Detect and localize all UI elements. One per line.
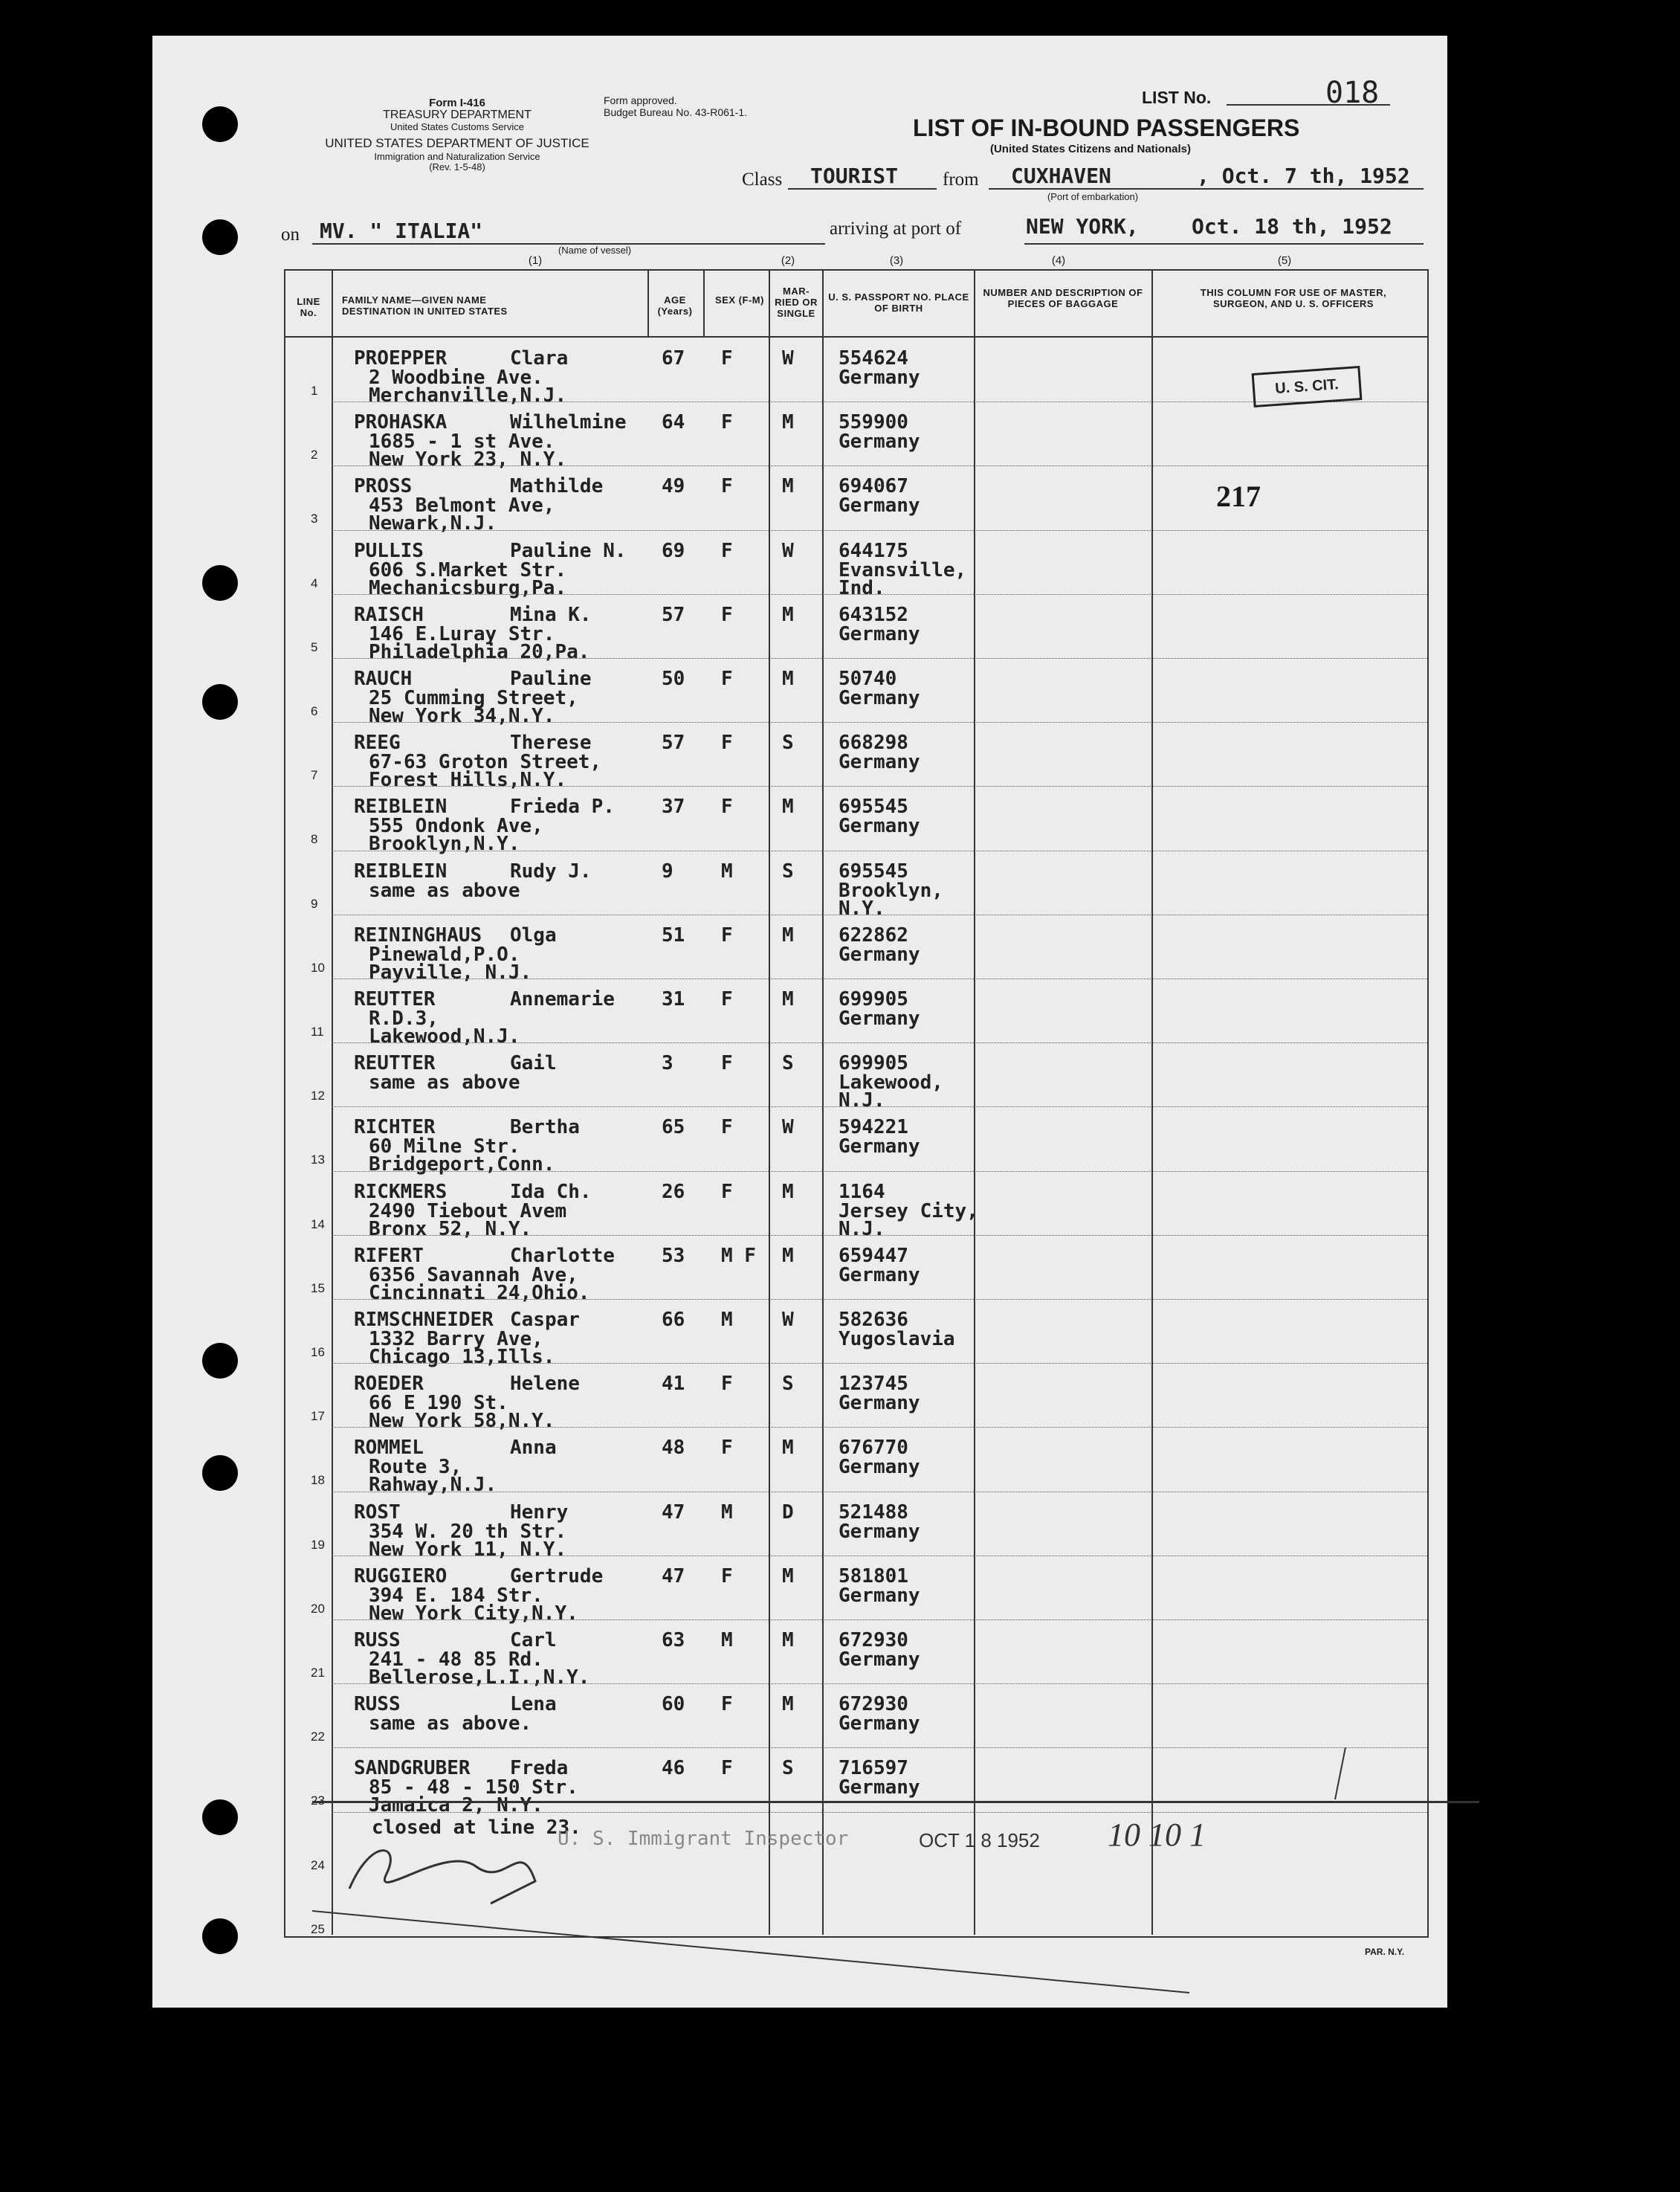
passenger-surname: RUSS xyxy=(354,1629,401,1651)
place-of-birth: Germany xyxy=(839,1263,920,1286)
destination-line-1: same as above. xyxy=(369,1712,532,1735)
passenger-surname: RIMSCHNEIDER xyxy=(354,1309,494,1331)
passenger-age: 53 xyxy=(662,1244,685,1267)
inspector-signature xyxy=(349,1851,535,1904)
inspector-stamp: U. S. Immigrant Inspector xyxy=(558,1828,849,1850)
passenger-given-name: Frieda P. xyxy=(510,796,615,819)
passenger-age: 48 xyxy=(662,1437,685,1460)
passenger-given-name: Gertrude xyxy=(510,1564,604,1587)
passenger-sex: F xyxy=(721,1757,733,1780)
passenger-given-name: Olga xyxy=(510,923,557,947)
passenger-sex: F xyxy=(721,539,733,562)
passenger-given-name: Clara xyxy=(510,347,569,370)
marital-status: M xyxy=(782,988,794,1010)
destination-line-1: 606 S.Market Str. xyxy=(369,558,567,581)
passenger-given-name: Rudy J. xyxy=(510,860,592,883)
passenger-sex: F xyxy=(721,668,733,690)
line-number: 11 xyxy=(311,1025,324,1039)
passenger-surname: SANDGRUBER xyxy=(354,1757,471,1780)
column-number: (4) xyxy=(1051,254,1066,267)
passenger-age: 51 xyxy=(662,923,685,947)
passenger-age: 31 xyxy=(662,988,685,1010)
marital-status: M xyxy=(782,668,794,690)
line-number: 9 xyxy=(311,896,318,911)
place-of-birth-2: N.Y. xyxy=(839,897,885,920)
passenger-surname: RICHTER xyxy=(354,1116,436,1139)
destination-line-2: Lakewood,N.J. xyxy=(369,1025,520,1048)
on-label: on xyxy=(281,225,300,245)
marital-status: W xyxy=(782,1116,794,1139)
destination-line-2: Payville, N.J. xyxy=(369,961,532,984)
class-value: TOURIST xyxy=(810,164,899,188)
list-title: LIST OF IN-BOUND PASSENGERS xyxy=(913,115,1300,141)
passenger-surname: RAISCH xyxy=(354,603,424,626)
passport-number: 582636 xyxy=(839,1309,908,1331)
passenger-age: 41 xyxy=(662,1373,685,1396)
passport-number: 659447 xyxy=(839,1244,908,1267)
passenger-sex: M F xyxy=(721,1244,756,1267)
passenger-sex: F xyxy=(721,475,733,498)
line-number: 22 xyxy=(311,1730,325,1744)
ins-service: Immigration and Naturalization Service xyxy=(374,151,540,162)
vessel-caption: (Name of vessel) xyxy=(558,245,632,256)
header-age: AGE (Years) xyxy=(657,294,693,317)
us-citizen-stamp: U. S. CIT. xyxy=(1252,366,1363,407)
place-of-birth-2: N.J. xyxy=(839,1089,885,1112)
passenger-surname: RICKMERS xyxy=(354,1180,448,1203)
destination-line-2: Rahway,N.J. xyxy=(369,1474,497,1497)
list-no-label: LIST No. xyxy=(1142,88,1212,107)
destination-line-2: New York City,N.Y. xyxy=(369,1602,578,1625)
destination-line-1: same as above xyxy=(369,1071,520,1095)
passenger-age: 26 xyxy=(662,1180,685,1203)
place-of-birth: Germany xyxy=(839,1135,920,1158)
passenger-sex: M xyxy=(721,1629,733,1651)
passenger-age: 9 xyxy=(662,860,673,883)
embarkation-port: CUXHAVEN xyxy=(1011,164,1111,188)
passport-number: 594221 xyxy=(839,1116,908,1139)
marital-status: M xyxy=(782,603,794,626)
passenger-surname: PROSS xyxy=(354,475,413,498)
destination-line-1: 241 - 48 85 Rd. xyxy=(369,1648,543,1671)
treasury-department: TREASURY DEPARTMENT xyxy=(383,109,532,121)
class-label: Class xyxy=(742,170,783,190)
place-of-birth: Germany xyxy=(839,687,920,709)
passenger-surname: REIBLEIN xyxy=(354,796,448,819)
line-number: 25 xyxy=(311,1921,325,1936)
destination-line-1: 67-63 Groton Street, xyxy=(369,751,602,774)
passport-number: 668298 xyxy=(839,732,908,755)
place-of-birth: Germany xyxy=(839,751,920,774)
line-number: 24 xyxy=(311,1857,325,1872)
marital-status: W xyxy=(782,539,794,562)
passport-number: 699905 xyxy=(839,1052,908,1075)
header-line-no: LINE No. xyxy=(297,296,320,318)
passenger-sex: F xyxy=(721,347,733,370)
passenger-sex: M xyxy=(721,1500,733,1524)
passenger-sex: F xyxy=(721,732,733,755)
marital-status: W xyxy=(782,347,794,370)
list-subtitle: (United States Citizens and Nationals) xyxy=(989,143,1192,155)
passport-number: 672930 xyxy=(839,1629,908,1651)
destination-line-1: 2 Woodbine Ave. xyxy=(369,367,543,389)
printer-mark: PAR. N.Y. xyxy=(1365,1947,1405,1957)
place-of-birth: Germany xyxy=(839,1776,920,1799)
passport-number: 695545 xyxy=(839,796,908,819)
passenger-age: 65 xyxy=(662,1116,685,1139)
header-sex: SEX (F-M) xyxy=(715,294,764,306)
destination-line-2: Jamaica 2, N.Y. xyxy=(369,1794,543,1817)
form-number: Form I-416 xyxy=(429,97,485,109)
passenger-given-name: Pauline xyxy=(510,668,592,690)
marital-status: M xyxy=(782,411,794,434)
passenger-sex: M xyxy=(721,860,733,883)
passenger-given-name: Helene xyxy=(510,1373,580,1396)
passenger-given-name: Carl xyxy=(510,1629,557,1651)
marital-status: M xyxy=(782,1693,794,1716)
passenger-surname: REEG xyxy=(354,732,401,755)
destination-line-2: New York 34,N.Y. xyxy=(369,705,555,727)
destination-line-1: 394 E. 184 Str. xyxy=(369,1584,543,1607)
line-number: 15 xyxy=(311,1280,325,1295)
from-label: from xyxy=(943,170,979,190)
place-of-birth-2: N.J. xyxy=(839,1217,885,1240)
destination-line-1: Pinewald,P.O. xyxy=(369,943,520,966)
passenger-age: 3 xyxy=(662,1052,673,1075)
passenger-given-name: Mathilde xyxy=(510,475,604,498)
destination-line-2: Mechanicsburg,Pa. xyxy=(369,576,567,599)
passport-number: 672930 xyxy=(839,1693,908,1716)
passport-number: 644175 xyxy=(839,539,908,562)
passenger-age: 50 xyxy=(662,668,685,690)
department-of-justice: UNITED STATES DEPARTMENT OF JUSTICE xyxy=(325,136,589,150)
passenger-given-name: Annemarie xyxy=(510,988,615,1010)
column-number: (1) xyxy=(528,254,543,267)
line-number: 4 xyxy=(311,576,318,590)
passenger-given-name: Therese xyxy=(510,732,592,755)
marital-status: M xyxy=(782,1564,794,1587)
passenger-surname: REININGHAUS xyxy=(354,923,482,947)
header-baggage: NUMBER AND DESCRIPTION OF PIECES OF BAGGAGE xyxy=(983,287,1143,309)
destination-line-2: Chicago 13,Ills. xyxy=(369,1346,555,1368)
passenger-surname: RIFERT xyxy=(354,1244,424,1267)
destination-line-1: 1332 Barry Ave, xyxy=(369,1328,543,1350)
marital-status: M xyxy=(782,475,794,498)
marital-status: M xyxy=(782,796,794,819)
passenger-given-name: Bertha xyxy=(510,1116,580,1139)
line-number: 7 xyxy=(311,768,318,783)
place-of-birth: Germany xyxy=(839,494,920,518)
destination-line-1: 555 Ondonk Ave, xyxy=(369,815,543,838)
passport-number: 676770 xyxy=(839,1437,908,1460)
header-passport: U. S. PASSPORT NO. PLACE OF BIRTH xyxy=(828,291,969,314)
passport-number: 50740 xyxy=(839,668,897,690)
passenger-sex: F xyxy=(721,1564,733,1587)
passenger-sex: F xyxy=(721,796,733,819)
marital-status: D xyxy=(782,1500,794,1524)
place-of-birth: Germany xyxy=(839,622,920,645)
list-number: 018 xyxy=(1325,76,1380,110)
passenger-age: 47 xyxy=(662,1564,685,1587)
column-number: (5) xyxy=(1277,254,1292,267)
passenger-surname: RAUCH xyxy=(354,668,413,690)
place-of-birth: Yugoslavia xyxy=(839,1328,955,1350)
place-of-birth: Evansville, xyxy=(839,558,967,581)
passenger-sex: F xyxy=(721,1180,733,1203)
passenger-given-name: Ida Ch. xyxy=(510,1180,592,1203)
passenger-given-name: Lena xyxy=(510,1693,557,1716)
place-of-birth: Germany xyxy=(839,367,920,389)
passport-number: 716597 xyxy=(839,1757,908,1780)
passenger-surname: PROHASKA xyxy=(354,411,448,434)
form-approved: Form approved. xyxy=(604,94,677,106)
passenger-age: 67 xyxy=(662,347,685,370)
passport-number: 699905 xyxy=(839,988,908,1010)
destination-line-1: 6356 Savannah Ave, xyxy=(369,1263,578,1286)
line-number: 5 xyxy=(311,639,318,654)
strike-line xyxy=(312,1911,1189,1993)
passenger-sex: F xyxy=(721,603,733,626)
passenger-surname: REIBLEIN xyxy=(354,860,448,883)
place-of-birth: Germany xyxy=(839,1520,920,1543)
passenger-given-name: Henry xyxy=(510,1500,569,1524)
annotation-number: 217 xyxy=(1216,480,1261,513)
line-number: 6 xyxy=(311,704,318,718)
destination-line-2: New York 11, N.Y. xyxy=(369,1538,567,1561)
marital-status: S xyxy=(782,860,794,883)
destination-line-1: R.D.3, xyxy=(369,1008,439,1030)
passenger-sex: F xyxy=(721,923,733,947)
place-of-birth: Brooklyn, xyxy=(839,879,943,902)
marital-status: S xyxy=(782,1373,794,1396)
departure-date: , Oct. 7 th, 1952 xyxy=(1197,164,1410,188)
passenger-sex: F xyxy=(721,988,733,1010)
budget-bureau: Budget Bureau No. 43-R061-1. xyxy=(604,106,748,118)
marital-status: M xyxy=(782,1244,794,1267)
marital-status: M xyxy=(782,1629,794,1651)
line-number: 20 xyxy=(311,1601,325,1616)
line-number: 18 xyxy=(311,1473,325,1488)
passenger-surname: ROST xyxy=(354,1500,401,1524)
passport-number: 554624 xyxy=(839,347,908,370)
passenger-sex: F xyxy=(721,411,733,434)
passenger-surname: ROEDER xyxy=(354,1373,424,1396)
line-number: 12 xyxy=(311,1089,325,1103)
marital-status: S xyxy=(782,732,794,755)
place-of-birth: Germany xyxy=(839,1392,920,1415)
handwritten-count: 10 10 1 xyxy=(1108,1817,1206,1853)
place-of-birth: Germany xyxy=(839,943,920,966)
passenger-surname: REUTTER xyxy=(354,988,436,1010)
passenger-surname: ROMMEL xyxy=(354,1437,424,1460)
line-number: 10 xyxy=(311,960,325,975)
passenger-age: 57 xyxy=(662,732,685,755)
header-officers: THIS COLUMN FOR USE OF MASTER, SURGEON, AND U. S. OFFICERS xyxy=(1200,287,1387,309)
customs-service: United States Customs Service xyxy=(390,121,524,132)
passport-number: 622862 xyxy=(839,923,908,947)
line-number: 1 xyxy=(311,384,318,398)
place-of-birth: Germany xyxy=(839,1712,920,1735)
destination-line-1: same as above xyxy=(369,879,520,902)
passenger-sex: M xyxy=(721,1309,733,1331)
line-number: 3 xyxy=(311,512,318,526)
passport-number: 581801 xyxy=(839,1564,908,1587)
destination-line-2: Cincinnati 24,Ohio. xyxy=(369,1281,590,1304)
passenger-age: 60 xyxy=(662,1693,685,1716)
passenger-age: 66 xyxy=(662,1309,685,1331)
passenger-sex: F xyxy=(721,1373,733,1396)
passenger-given-name: Anna xyxy=(510,1437,557,1460)
arriving-label: arriving at port of xyxy=(830,219,962,239)
place-of-birth: Germany xyxy=(839,1584,920,1607)
passenger-given-name: Gail xyxy=(510,1052,557,1075)
place-of-birth: Germany xyxy=(839,431,920,454)
passport-number: 123745 xyxy=(839,1373,908,1396)
destination-line-1: 453 Belmont Ave, xyxy=(369,494,555,518)
passport-number: 1164 xyxy=(839,1180,885,1203)
place-of-birth: Germany xyxy=(839,815,920,838)
passenger-sex: F xyxy=(721,1116,733,1139)
passenger-given-name: Freda xyxy=(510,1757,569,1780)
passenger-age: 47 xyxy=(662,1500,685,1524)
arrival-date: Oct. 18 th, 1952 xyxy=(1192,214,1392,239)
closed-note: closed at line 23. xyxy=(372,1817,581,1839)
destination-line-2: Philadelphia 20,Pa. xyxy=(369,640,590,663)
line-number: 16 xyxy=(311,1345,325,1359)
place-of-birth: Germany xyxy=(839,1008,920,1030)
column-number: (3) xyxy=(889,254,904,267)
line-number: 13 xyxy=(311,1153,325,1167)
passenger-age: 46 xyxy=(662,1757,685,1780)
line-number: 23 xyxy=(311,1793,325,1808)
passenger-given-name: Wilhelmine xyxy=(510,411,627,434)
line-number: 21 xyxy=(311,1666,325,1680)
line-number: 2 xyxy=(311,448,318,462)
passenger-age: 69 xyxy=(662,539,685,562)
line-number: 17 xyxy=(311,1409,325,1424)
destination-line-2: Brooklyn,N.Y. xyxy=(369,833,520,856)
marital-status: W xyxy=(782,1309,794,1331)
marital-status: S xyxy=(782,1052,794,1075)
marital-status: S xyxy=(782,1757,794,1780)
destination-line-2: Newark,N.J. xyxy=(369,512,497,535)
passenger-given-name: Mina K. xyxy=(510,603,592,626)
arrival-port: NEW YORK, xyxy=(1026,214,1139,239)
destination-line-1: 2490 Tiebout Avem xyxy=(369,1199,567,1222)
destination-line-2: Bronx 52, N.Y. xyxy=(369,1217,532,1240)
passenger-given-name: Pauline N. xyxy=(510,539,627,562)
passport-number: 695545 xyxy=(839,860,908,883)
passenger-surname: REUTTER xyxy=(354,1052,436,1075)
header-name: FAMILY NAME—GIVEN NAME DESTINATION IN UNITED STATES xyxy=(342,294,508,317)
date-stamp: OCT 1 8 1952 xyxy=(919,1829,1040,1851)
header-married: MAR-RIED OR SINGLE xyxy=(775,286,818,319)
passenger-surname: RUSS xyxy=(354,1693,401,1716)
destination-line-2: New York 58,N.Y. xyxy=(369,1410,555,1433)
place-of-birth: Germany xyxy=(839,1648,920,1671)
destination-line-1: 25 Cumming Street, xyxy=(369,687,578,709)
passenger-age: 37 xyxy=(662,796,685,819)
destination-line-2: Merchanville,N.J. xyxy=(369,384,567,407)
place-of-birth: Germany xyxy=(839,1456,920,1479)
destination-line-2: New York 23, N.Y. xyxy=(369,448,567,471)
destination-line-1: 354 W. 20 th Str. xyxy=(369,1520,567,1543)
destination-line-1: 1685 - 1 st Ave. xyxy=(369,431,555,454)
destination-line-2: Bridgeport,Conn. xyxy=(369,1153,555,1176)
passenger-age: 49 xyxy=(662,475,685,498)
marital-status: M xyxy=(782,1437,794,1460)
vessel-name: MV. " ITALIA" xyxy=(320,219,483,243)
check-mark xyxy=(1335,1747,1345,1799)
passenger-surname: RUGGIERO xyxy=(354,1564,448,1587)
port-embark-caption: (Port of embarkation) xyxy=(1047,191,1139,202)
marital-status: M xyxy=(782,1180,794,1203)
destination-line-1: 146 E.Luray Str. xyxy=(369,622,555,645)
passenger-given-name: Charlotte xyxy=(510,1244,615,1267)
passenger-sex: F xyxy=(721,1052,733,1075)
passport-number: 559900 xyxy=(839,411,908,434)
destination-line-1: 66 E 190 St. xyxy=(369,1392,508,1415)
passenger-sex: F xyxy=(721,1437,733,1460)
passenger-age: 63 xyxy=(662,1629,685,1651)
line-number: 8 xyxy=(311,832,318,847)
passenger-sex: F xyxy=(721,1693,733,1716)
passenger-age: 57 xyxy=(662,603,685,626)
destination-line-2: Forest Hills,N.Y. xyxy=(369,769,567,792)
destination-line-1: 60 Milne Str. xyxy=(369,1135,520,1158)
destination-line-1: Route 3, xyxy=(369,1456,462,1479)
passenger-surname: PROEPPER xyxy=(354,347,448,370)
place-of-birth: Lakewood, xyxy=(839,1071,943,1095)
place-of-birth-2: Ind. xyxy=(839,576,885,599)
passport-number: 643152 xyxy=(839,603,908,626)
column-number: (2) xyxy=(781,254,795,267)
marital-status: M xyxy=(782,923,794,947)
place-of-birth: Jersey City, xyxy=(839,1199,978,1222)
destination-line-2: Bellerose,L.I.,N.Y. xyxy=(369,1666,590,1689)
line-number: 19 xyxy=(311,1537,325,1552)
passenger-age: 64 xyxy=(662,411,685,434)
line-number: 14 xyxy=(311,1216,325,1231)
passenger-given-name: Caspar xyxy=(510,1309,580,1331)
passport-number: 521488 xyxy=(839,1500,908,1524)
passport-number: 694067 xyxy=(839,475,908,498)
revision: (Rev. 1-5-48) xyxy=(429,161,485,173)
passenger-surname: PULLIS xyxy=(354,539,424,562)
destination-line-1: 85 - 48 - 150 Str. xyxy=(369,1776,578,1799)
